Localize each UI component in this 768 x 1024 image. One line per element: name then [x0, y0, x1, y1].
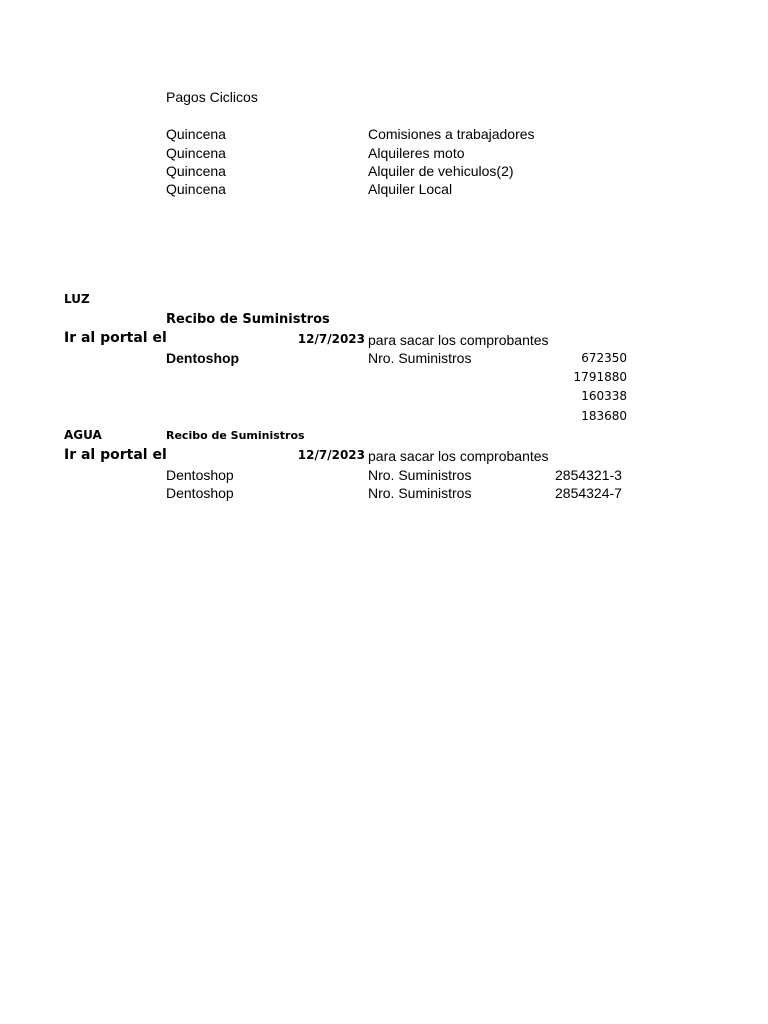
pagos-periodo-4: Quincena: [166, 181, 226, 197]
agua-nro-label-1: Nro. Suministros: [368, 467, 472, 483]
luz-fecha: 12/7/2023: [297, 332, 365, 346]
pagos-periodo-3: Quincena: [166, 163, 226, 179]
luz-numero-3: 160338: [581, 389, 627, 403]
agua-numero-2: 2854324-7: [555, 485, 622, 501]
luz-recibo: Recibo de Suministros: [166, 312, 330, 327]
luz-numero-4: 183680: [581, 409, 627, 423]
agua-instruccion: para sacar los comprobantes: [368, 448, 549, 464]
agua-recibo: Recibo de Suministros: [166, 429, 305, 442]
luz-nro-label: Nro. Suministros: [368, 350, 472, 366]
luz-portal: Ir al portal el: [64, 330, 167, 346]
agua-fecha: 12/7/2023: [297, 448, 365, 462]
pagos-periodo-2: Quincena: [166, 145, 226, 161]
pagos-periodo-1: Quincena: [166, 126, 226, 142]
pagos-concepto-3: Alquiler de vehiculos(2): [368, 163, 514, 179]
luz-empresa: Dentoshop: [166, 350, 240, 366]
agua-empresa-2: Dentoshop: [166, 485, 234, 501]
pagos-concepto-4: Alquiler Local: [368, 181, 453, 197]
pagos-concepto-1: Comisiones a trabajadores: [368, 126, 535, 142]
agua-empresa-1: Dentoshop: [166, 467, 234, 483]
luz-label: LUZ: [64, 292, 90, 306]
agua-portal: Ir al portal el: [64, 447, 167, 463]
luz-numero-2: 1791880: [573, 370, 627, 384]
agua-nro-label-2: Nro. Suministros: [368, 485, 472, 501]
pagos-title: Pagos Ciclicos: [166, 89, 258, 105]
agua-numero-1: 2854321-3: [555, 467, 622, 483]
luz-numero-1: 672350: [581, 351, 627, 365]
pagos-concepto-2: Alquileres moto: [368, 145, 465, 161]
luz-instruccion: para sacar los comprobantes: [368, 332, 549, 348]
agua-label: AGUA: [64, 428, 102, 442]
